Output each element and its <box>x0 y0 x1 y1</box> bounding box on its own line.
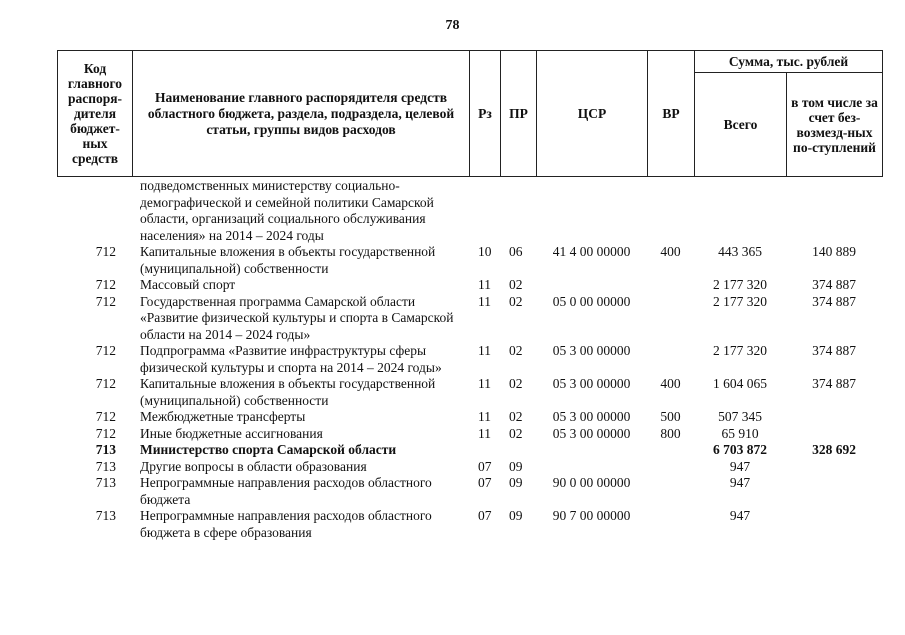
cell-name: Непрограммные направления расходов областного бюджета <box>140 475 432 507</box>
cell-free: 374 887 <box>812 343 856 358</box>
cell-pr <box>500 442 536 459</box>
cell-free: 140 889 <box>812 244 856 259</box>
cell-name: Непрограммные направления расходов областного бюджета в сфере образования <box>140 508 432 540</box>
table-row <box>57 294 882 344</box>
cell-code: 713 <box>95 442 116 457</box>
cell-rz <box>469 442 500 459</box>
cell-vr <box>647 277 694 294</box>
cell-total: 1 604 065 <box>713 376 767 391</box>
cell-vr <box>647 475 694 508</box>
table-row <box>57 442 882 459</box>
cell-code: 712 <box>95 244 116 259</box>
table-row <box>57 426 882 443</box>
table-row <box>57 277 882 294</box>
cell-vr: 400 <box>660 376 681 391</box>
cell-pr: 09 <box>509 458 523 474</box>
cell-pr: 02 <box>509 409 523 424</box>
page-number: 78 <box>445 18 460 33</box>
cell-csr: 05 0 00 00000 <box>552 293 631 309</box>
table-header <box>57 50 883 177</box>
cell-pr: 09 <box>509 508 523 523</box>
header-rz: Рз <box>470 51 501 177</box>
cell-name: Подпрограмма «Развитие инфраструктуры сферы физической культуры и спорта на 2014 – 2024 годы» <box>140 343 442 375</box>
cell-total: 2 177 320 <box>713 343 767 358</box>
cell-free: 374 887 <box>812 277 856 292</box>
table-row <box>57 508 882 541</box>
cell-name: подведомственных министерству социально-демографической и семейной политики Самарской области, организаций социального обслуживания населения» на 2014 – 2024 годы <box>140 178 434 243</box>
cell-rz: 11 <box>478 376 491 391</box>
cell-free <box>786 475 882 508</box>
cell-free <box>786 426 882 443</box>
table-row <box>57 343 882 376</box>
cell-code: 712 <box>95 409 116 424</box>
cell-pr: 02 <box>509 343 523 358</box>
cell-name: Капитальные вложения в объекты государственной (муниципальной) собственности <box>140 376 436 408</box>
cell-rz: 10 <box>478 244 492 259</box>
cell-vr <box>647 343 694 376</box>
cell-total: 2 177 320 <box>713 293 767 309</box>
table-row <box>57 244 882 277</box>
cell-code: 713 <box>95 508 116 523</box>
cell-name: Министерство спорта Самарской области <box>140 442 397 457</box>
cell-csr <box>536 459 647 476</box>
cell-rz: 11 <box>478 277 491 292</box>
table-row <box>57 475 882 508</box>
cell-free <box>786 178 882 244</box>
header-csr: ЦСР <box>537 51 648 177</box>
table-row <box>57 459 882 476</box>
cell-code: 712 <box>95 343 116 358</box>
header-pr: ПР <box>501 51 537 177</box>
cell-total: 443 365 <box>718 244 762 259</box>
cell-vr: 500 <box>660 409 681 424</box>
cell-code: 712 <box>95 277 116 292</box>
cell-csr: 41 4 00 00000 <box>552 244 631 259</box>
cell-vr <box>647 459 694 476</box>
cell-free: 328 692 <box>812 442 856 457</box>
cell-name: Другие вопросы в области образования <box>140 458 367 474</box>
cell-total: 947 <box>729 508 751 523</box>
cell-pr: 06 <box>509 244 523 259</box>
cell-free: 374 887 <box>812 376 856 391</box>
cell-rz <box>469 178 500 244</box>
header-name: Наименование главного распорядителя средств областного бюджета, раздела, подраздела, целевой статьи, группы видов расходов <box>133 51 470 177</box>
cell-pr: 02 <box>509 425 523 441</box>
table-row <box>57 376 882 409</box>
cell-name: Государственная программа Самарской области «Развитие физической культуры и спорта в Самарской области на 2014 – 2024 годы» <box>140 293 454 342</box>
cell-total: 947 <box>729 475 751 490</box>
cell-total: 6 703 872 <box>713 442 767 457</box>
table-row <box>57 178 882 244</box>
cell-total: 947 <box>729 458 751 474</box>
cell-pr <box>500 178 536 244</box>
cell-rz: 07 <box>478 458 492 474</box>
cell-vr <box>647 178 694 244</box>
header-sum: Сумма, тыс. рублей <box>695 51 883 73</box>
cell-pr: 02 <box>509 277 523 292</box>
cell-free <box>786 459 882 476</box>
cell-code: 712 <box>95 376 116 391</box>
cell-rz: 11 <box>478 293 491 309</box>
cell-csr <box>536 442 647 459</box>
cell-free: 374 887 <box>812 293 856 309</box>
cell-csr: 05 3 00 00000 <box>552 343 631 358</box>
cell-vr: 400 <box>660 244 681 259</box>
cell-pr: 02 <box>509 376 523 391</box>
cell-code: 713 <box>95 458 116 474</box>
cell-csr: 90 0 00 00000 <box>552 475 631 490</box>
cell-vr: 800 <box>660 425 681 441</box>
cell-total: 65 910 <box>721 425 759 441</box>
header-code: Код главного распоря-дителя бюджет-ных средств <box>58 51 133 177</box>
cell-rz: 11 <box>478 409 491 424</box>
cell-vr <box>647 508 694 541</box>
cell-rz: 11 <box>478 343 491 358</box>
cell-name: Капитальные вложения в объекты государственной (муниципальной) собственности <box>140 244 436 276</box>
cell-code: 712 <box>95 293 116 309</box>
cell-code: 713 <box>95 475 116 490</box>
cell-total: 2 177 320 <box>713 277 767 292</box>
header-vr: ВР <box>648 51 695 177</box>
cell-pr: 09 <box>509 475 523 490</box>
cell-rz: 07 <box>478 508 492 523</box>
cell-csr: 05 3 00 00000 <box>552 409 631 424</box>
header-total: Всего <box>695 73 787 177</box>
cell-free <box>786 508 882 541</box>
cell-csr: 90 7 00 00000 <box>552 508 631 523</box>
cell-rz: 11 <box>478 425 491 441</box>
cell-vr <box>647 442 694 459</box>
cell-csr: 05 3 00 00000 <box>552 376 631 391</box>
cell-total <box>694 178 786 244</box>
cell-rz: 07 <box>478 475 492 490</box>
cell-name: Иные бюджетные ассигнования <box>140 425 323 441</box>
cell-code: 712 <box>95 425 116 441</box>
cell-code <box>57 178 132 244</box>
cell-csr: 05 3 00 00000 <box>552 425 631 441</box>
cell-name: Межбюджетные трансферты <box>140 409 306 424</box>
cell-free <box>786 409 882 426</box>
budget-table <box>57 178 882 541</box>
cell-total: 507 345 <box>718 409 762 424</box>
cell-vr <box>647 294 694 344</box>
table-row <box>57 409 882 426</box>
cell-csr <box>536 178 647 244</box>
cell-name: Массовый спорт <box>140 277 236 292</box>
cell-csr <box>536 277 647 294</box>
header-free: в том числе за счет без-возмезд-ных по-ступлений <box>787 73 883 177</box>
cell-pr: 02 <box>509 293 523 309</box>
